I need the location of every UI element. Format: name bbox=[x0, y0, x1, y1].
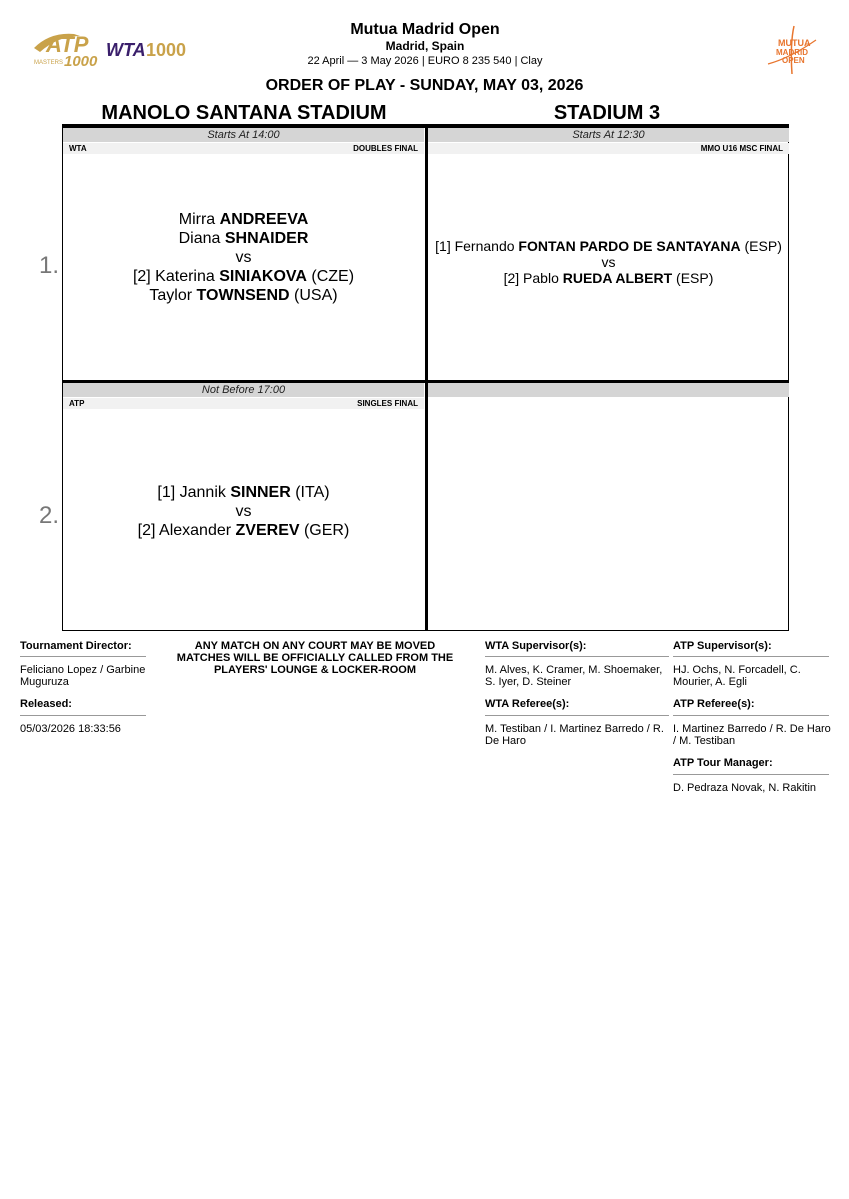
order-of-play-heading: ORDER OF PLAY - SUNDAY, MAY 03, 2026 bbox=[265, 77, 584, 94]
atp-tour-manager-label: ATP Tour Manager: bbox=[673, 757, 773, 769]
svg-text:MUTUA: MUTUA bbox=[778, 38, 811, 48]
tournament-city: Madrid, Spain bbox=[385, 39, 465, 53]
footer-divider bbox=[673, 715, 829, 716]
match-tag-bar bbox=[63, 398, 424, 409]
match-cell-r2-left bbox=[63, 383, 424, 631]
match-tag-bar bbox=[63, 143, 424, 154]
player-line: [1] Jannik SINNER (ITA) bbox=[157, 484, 330, 501]
svg-text:ATP: ATP bbox=[46, 32, 89, 57]
released-label: Released: bbox=[20, 698, 72, 710]
tournament-dates: 22 April — 3 May 2026 | EURO 8 235 540 | Clay bbox=[307, 55, 543, 67]
vs-label: vs bbox=[235, 249, 252, 266]
atp-referee-value: I. Martinez Barredo / R. De Haro / M. Testiban bbox=[673, 723, 831, 747]
start-time-bar: Starts At 14:00 bbox=[63, 128, 424, 142]
row-number: 1. bbox=[39, 252, 60, 279]
match-tag-bar bbox=[428, 143, 789, 154]
match-cell-r1-left bbox=[63, 128, 424, 380]
start-time-bar bbox=[428, 383, 789, 397]
tour-tag: ATP bbox=[69, 399, 85, 408]
player-line: [2] Pablo RUEDA ALBERT (ESP) bbox=[503, 270, 714, 286]
schedule-grid bbox=[62, 124, 789, 631]
match-players bbox=[63, 210, 424, 305]
match-cell-r2-right-empty bbox=[428, 383, 789, 631]
row-number: 2. bbox=[39, 502, 60, 529]
start-time-bar: Starts At 12:30 bbox=[428, 128, 789, 142]
atp-referee-label: ATP Referee(s): bbox=[673, 698, 755, 710]
event-tag: DOUBLES FINAL bbox=[353, 144, 418, 153]
court-name-stadium-3: STADIUM 3 bbox=[553, 102, 661, 124]
tour-tag: WTA bbox=[69, 144, 87, 153]
wta-supervisor-label: WTA Supervisor(s): bbox=[485, 640, 587, 652]
atp-tour-manager-value: D. Pedraza Novak, N. Rakitin bbox=[673, 782, 817, 794]
player-line: Diana SHNAIDER bbox=[178, 230, 309, 247]
footer-divider bbox=[485, 715, 669, 716]
svg-text:WTA: WTA bbox=[106, 40, 146, 60]
svg-text:1000: 1000 bbox=[64, 53, 98, 70]
player-line: Mirra ANDREEVA bbox=[178, 211, 309, 228]
vs-label: vs bbox=[601, 254, 616, 270]
atp-supervisor-value: HJ. Ochs, N. Forcadell, C. Mourier, A. Egli bbox=[673, 664, 801, 688]
court-name-manolo-santana: MANOLO SANTANA STADIUM bbox=[101, 102, 387, 124]
start-time-bar: Not Before 17:00 bbox=[63, 383, 424, 397]
match-players bbox=[428, 238, 789, 286]
svg-text:MASTERS: MASTERS bbox=[34, 60, 64, 66]
svg-text:1000: 1000 bbox=[146, 40, 187, 60]
wta-supervisor-value: M. Alves, K. Cramer, M. Shoemaker, S. Iyer, D. Steiner bbox=[485, 664, 663, 688]
svg-text:OPEN: OPEN bbox=[782, 56, 805, 65]
player-line: [2] Alexander ZVEREV (GER) bbox=[137, 522, 350, 539]
footer-divider bbox=[673, 774, 829, 775]
tournament-director-value: Feliciano Lopez / Garbine Muguruza bbox=[20, 664, 146, 688]
match-cell-r1-right bbox=[428, 128, 789, 380]
svg-text:MADRID: MADRID bbox=[776, 48, 808, 57]
footer-divider bbox=[485, 656, 669, 657]
mutua-madrid-open-logo bbox=[764, 24, 818, 76]
atp-supervisor-label: ATP Supervisor(s): bbox=[673, 640, 772, 652]
released-value: 05/03/2026 18:33:56 bbox=[20, 723, 121, 735]
event-tag: MMO U16 MSC FINAL bbox=[700, 144, 783, 153]
tournament-title: Mutua Madrid Open bbox=[350, 21, 500, 38]
atp-wta-logo bbox=[30, 26, 187, 70]
footer-divider bbox=[20, 715, 146, 716]
wta-referee-value: M. Testiban / I. Martinez Barredo / R. De Haro bbox=[485, 723, 664, 747]
player-line: [2] Katerina SINIAKOVA (CZE) bbox=[132, 268, 355, 285]
match-players bbox=[63, 483, 424, 540]
vs-label: vs bbox=[235, 503, 252, 520]
footer-divider bbox=[673, 656, 829, 657]
player-line: [1] Fernando FONTAN PARDO DE SANTAYANA (ESP) bbox=[435, 238, 782, 254]
player-line: Taylor TOWNSEND (USA) bbox=[149, 287, 338, 304]
event-tag: SINGLES FINAL bbox=[357, 399, 418, 408]
court-notice: ANY MATCH ON ANY COURT MAY BE MOVED MATCHES WILL BE OFFICIALLY CALLED FROM THE PLAYERS' LOUNGE & LOCKER-ROOM bbox=[176, 640, 454, 676]
footer-divider bbox=[20, 656, 146, 657]
tournament-director-label: Tournament Director: bbox=[20, 640, 132, 652]
wta-referee-label: WTA Referee(s): bbox=[485, 698, 570, 710]
